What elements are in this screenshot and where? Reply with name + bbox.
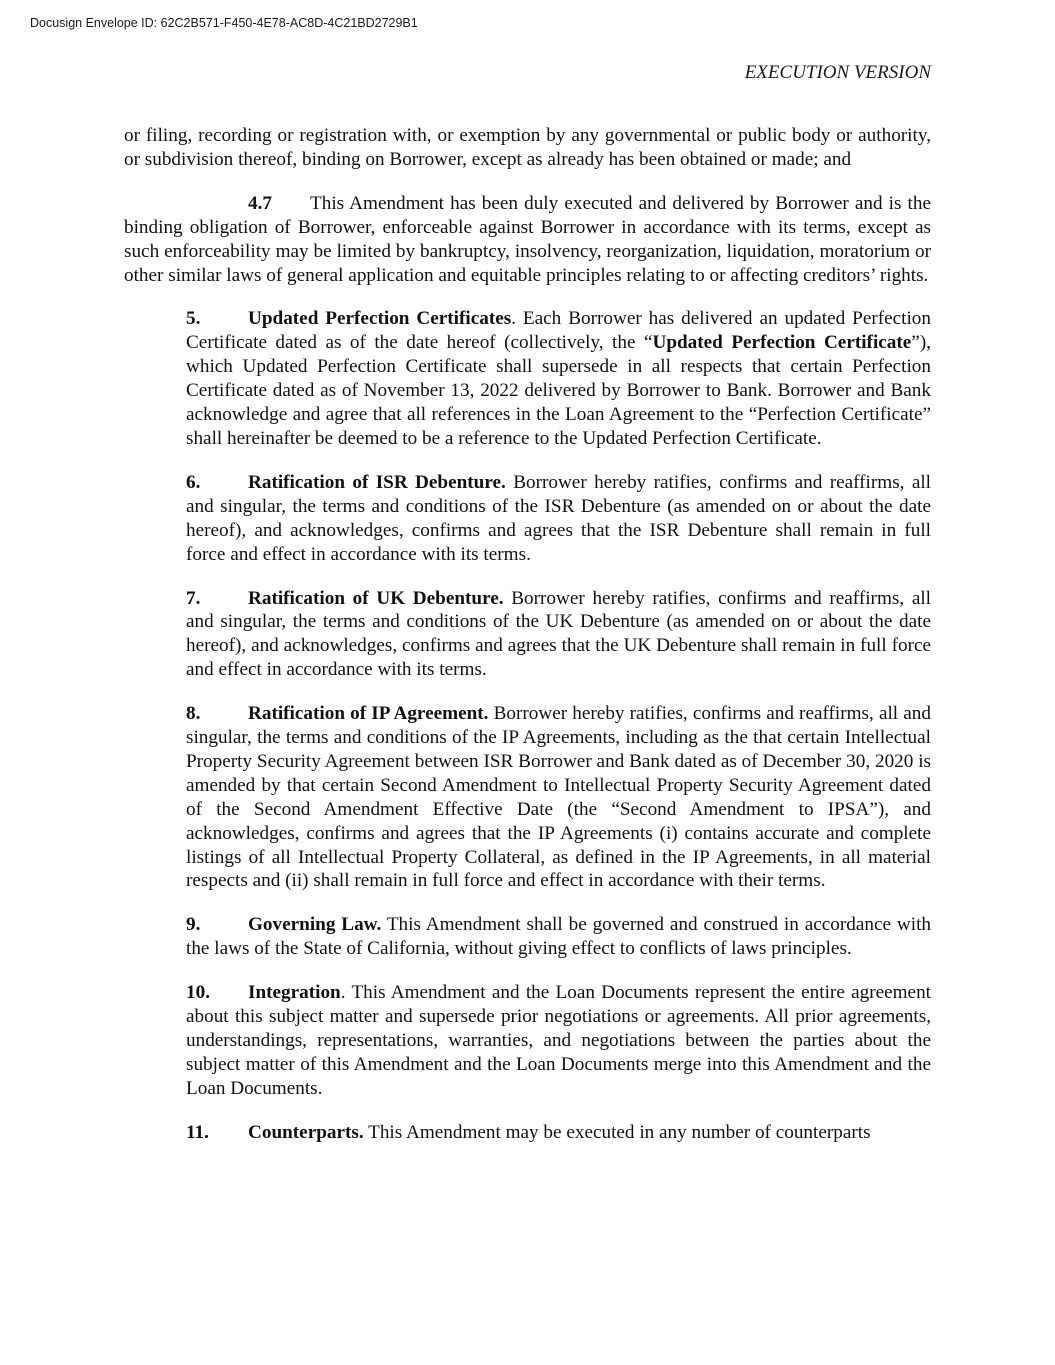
document-body <box>124 124 931 1165</box>
section-heading: Governing Law. <box>248 914 382 936</box>
section-text: Borrower hereby ratifies, confirms and reaffirms, all and singular, the terms and conditions of the ISR Debenture (as amended on or about the date hereof), and acknowledges, confirms and agrees that the ISR Debenture shall remain in full force and effect in accordance with its terms. <box>186 471 931 565</box>
section-10 <box>186 981 931 1101</box>
section-heading: Ratification of IP Agreement. <box>248 703 489 725</box>
section-number: 11. <box>186 1121 209 1143</box>
execution-version-label: EXECUTION VERSION <box>744 62 931 83</box>
continuation-paragraph: or filing, recording or registration with, or exemption by any governmental or public body or authority, or subdivision thereof, binding on Borrower, except as already has been obtained or made; and <box>124 125 931 170</box>
section-text: ”), which Updated Perfection Certificate shall supersede in all respects that certain Perfection Certificate dated as of November 13, 2022 delivered by Borrower to Bank. Borrower and Bank acknowledge and agree that all references in the Loan Agreement to the “Perfection Certificate” shall hereinafter be deemed to be a reference to the Updated Perfection Certificate. <box>186 332 931 449</box>
section-6 <box>186 471 931 567</box>
section-8 <box>186 702 931 893</box>
section-number: 7. <box>186 587 201 609</box>
section-heading: Integration <box>248 982 341 1004</box>
section-number: 8. <box>186 703 201 725</box>
section-number: 10. <box>186 982 210 1004</box>
section-heading: Counterparts. <box>248 1121 364 1143</box>
section-heading: Updated Perfection Certificates <box>248 308 512 330</box>
section-heading: Ratification of ISR Debenture. <box>248 471 506 493</box>
section-text: This Amendment shall be governed and construed in accordance with the laws of the State of California, without giving effect to conflicts of laws principles. <box>186 914 931 960</box>
clause-4-7 <box>124 192 931 288</box>
section-text: Borrower hereby ratifies, confirms and reaffirms, all and singular, the terms and conditions of the UK Debenture (as amended on or about the date hereof), and acknowledges, confirms and agrees that the UK Debenture shall remain in full force and effect in accordance with its terms. <box>186 587 931 681</box>
section-text: . Each Borrower has delivered an updated Perfection Certificate dated as of the date hereof (collectively, the “ <box>186 308 931 354</box>
section-7 <box>186 587 931 683</box>
section-text: This Amendment may be executed in any number of counterparts <box>363 1121 871 1143</box>
defined-term: Updated Perfection Certificate <box>652 332 912 354</box>
docusign-envelope-id: Docusign Envelope ID: 62C2B571-F450-4E78-AC8D-4C21BD2729B1 <box>30 16 418 30</box>
section-11 <box>186 1121 931 1145</box>
clause-text: This Amendment has been duly executed and delivered by Borrower and is the binding obligation of Borrower, enforceable against Borrower in accordance with its terms, except as such enforceability may be limited by bankruptcy, insolvency, reorganization, liquidation, moratorium or other similar laws of general application and equitable principles relating to or affecting creditors’ rights. <box>124 192 931 286</box>
section-heading: Ratification of UK Debenture. <box>248 587 504 609</box>
section-number: 6. <box>186 471 201 493</box>
clause-number: 4.7 <box>248 192 272 214</box>
section-text: Borrower hereby ratifies, confirms and reaffirms, all and singular, the terms and conditions of the IP Agreements, including as the that certain Intellectual Property Security Agreement between ISR Borrower and Bank dated as of December 30, 2020 is amended by that certain Second Amendment to Intellectual Property Security Agreement dated of the Second Amendment Effective Date (the “Second Amendment to IPSA”), and acknowledges, confirms and agrees that the IP Agreements (i) contains accurate and complete listings of all Intellectual Property Collateral, as defined in the IP Agreements, in all material respects and (ii) shall remain in full force and effect in accordance with their terms. <box>186 703 931 892</box>
section-9 <box>186 913 931 961</box>
section-5 <box>186 307 931 450</box>
section-number: 9. <box>186 914 201 936</box>
section-text: . This Amendment and the Loan Documents represent the entire agreement about this subject matter and supersede prior negotiations or agreements. All prior agreements, understandings, representations, warranties, and negotiations between the parties about the subject matter of this Amendment and the Loan Documents merge into this Amendment and the Loan Documents. <box>186 982 931 1099</box>
section-number: 5. <box>186 308 201 330</box>
